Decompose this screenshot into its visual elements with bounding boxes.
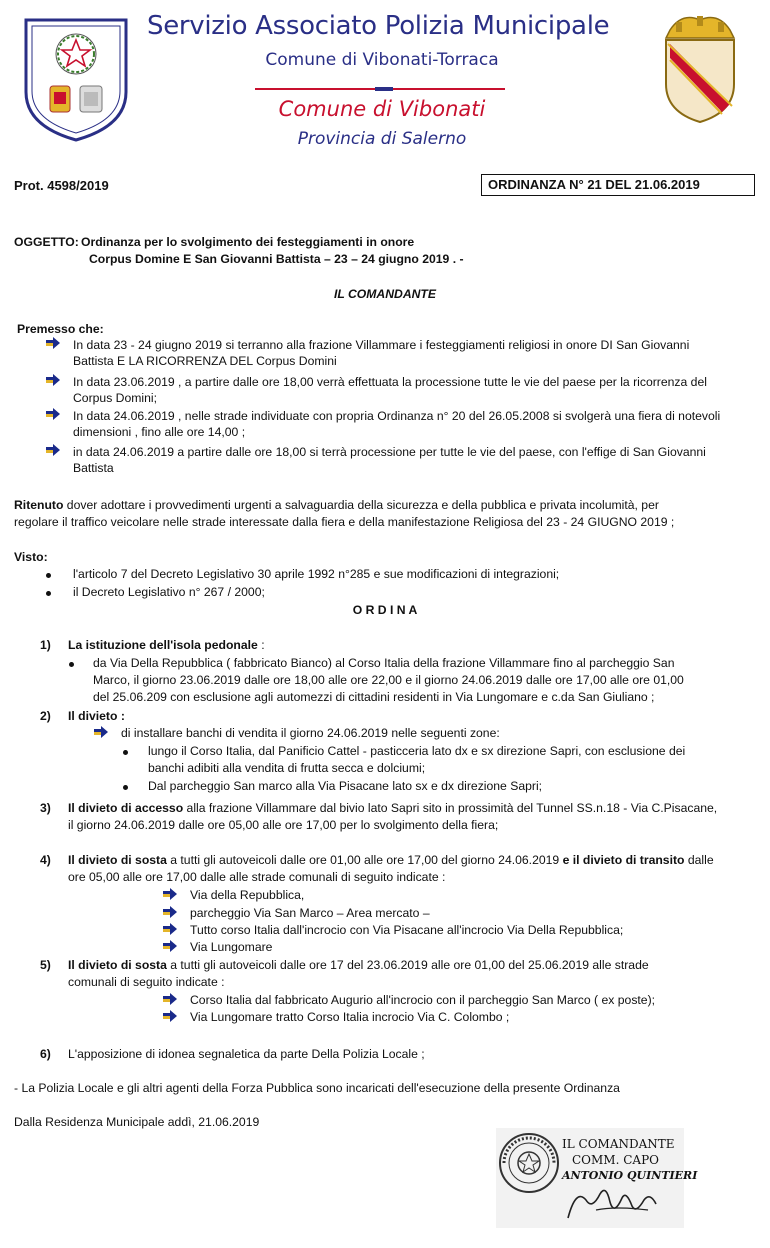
point-4-mid: a tutti gli autoveicoli dalle ore 01,00 alle ore 17,00 del giorno 24.06.2019 xyxy=(166,853,563,867)
point-1-number: 1) xyxy=(40,638,51,652)
ritenuto-label: Ritenuto xyxy=(14,498,64,512)
arrow-bullet-icon xyxy=(46,408,60,425)
oggetto-line2: Corpus Domine E San Giovanni Battista – 23 – 24 giugno 2019 . - xyxy=(89,252,464,266)
arrow-bullet-icon xyxy=(46,337,60,354)
premesso-item-3-line1: In data 24.06.2019 , nelle strade individuate con propria Ordinanza n° 20 del 26.05.2008 si svolgerà una fiera di notevoli xyxy=(73,409,721,423)
arrow-bullet-icon xyxy=(163,888,177,905)
point-3-title: Il divieto di accesso xyxy=(68,801,184,815)
header-rule-blue xyxy=(375,87,393,91)
ritenuto-line2: regolare il traffico veicolare nelle strade interessate dalla fiera e della manifestazione Religiosa del 23 - 24 GIUGNO 2019 ; xyxy=(14,515,675,529)
closing-text: - La Polizia Locale e gli altri agenti della Forza Pubblica sono incaricati dell'esecuzione della presente Ordinanza xyxy=(14,1081,620,1095)
point-1-line1: da Via Della Repubblica ( fabbricato Bianco) al Corso Italia della frazione Villammare fino al parcheggio San xyxy=(93,656,675,670)
header-subtitle: Comune di Vibonati-Torraca xyxy=(265,50,499,70)
premesso-item-1-line2: Battista E LA RICORRENZA DEL Corpus Domini xyxy=(73,354,337,368)
point-6-text: L'apposizione di idonea segnaletica da parte Della Polizia Locale ; xyxy=(68,1047,425,1061)
point-5-line2: comunali di seguito indicate : xyxy=(68,975,225,989)
bullet-dot-icon xyxy=(69,662,74,667)
point-2-zone-1b: banchi adibiti alla vendita di frutta secca e dolciumi; xyxy=(148,761,426,775)
point-4-street-3: Tutto corso Italia dall'incrocio con Via Pisacane all'incrocio Via Della Repubblica; xyxy=(190,923,624,937)
bullet-dot-icon xyxy=(46,573,51,578)
point-4-number: 4) xyxy=(40,853,51,867)
signature-rank: COMM. CAPO xyxy=(572,1153,659,1167)
header-comune: Comune di Vibonati xyxy=(278,97,486,121)
point-2-title: Il divieto : xyxy=(68,709,125,723)
left-badge-logo xyxy=(20,14,132,144)
point-4-title: Il divieto di sosta xyxy=(68,853,167,867)
bullet-dot-icon xyxy=(46,591,51,596)
arrow-bullet-icon xyxy=(163,993,177,1010)
arrow-bullet-icon xyxy=(94,726,108,743)
premesso-item-2-line1: In data 23.06.2019 , a partire dalle ore 18,00 verrà effettuata la processione tutte le vie del paese per la ricorrenza del xyxy=(73,375,707,389)
point-6-number: 6) xyxy=(40,1047,51,1061)
ritenuto-line1 xyxy=(14,497,659,514)
ritenuto-text-1: dover adottare i provvedimenti urgenti a salvaguardia della sicurezza e della pubblica e privata incolumità, per xyxy=(63,498,659,512)
arrow-bullet-icon xyxy=(46,444,60,461)
point-2-zone-2: Dal parcheggio San marco alla Via Pisacane lato sx e dx direzione Sapri; xyxy=(148,779,543,793)
point-2-zone-1a: lungo il Corso Italia, dal Panificio Cattel - pasticceria lato dx e sx direzione Sapri, con esclusione dei xyxy=(148,744,686,758)
comandante-heading: IL COMANDANTE xyxy=(333,287,436,301)
handwritten-signature xyxy=(556,1180,676,1224)
signature-stamp xyxy=(496,1128,698,1228)
premesso-item-2-line2: Corpus Domini; xyxy=(73,391,157,405)
point-4-line1 xyxy=(68,852,714,869)
point-1-title-line xyxy=(68,637,265,654)
arrow-bullet-icon xyxy=(163,940,177,957)
point-5-number: 5) xyxy=(40,958,51,972)
arrow-bullet-icon xyxy=(46,374,60,391)
point-2-sub: di installare banchi di vendita il giorno 24.06.2019 nelle seguenti zone: xyxy=(121,726,500,740)
point-4-line2: ore 05,00 alle ore 17,00 dalle alle strade comunali di seguito indicate : xyxy=(68,870,446,884)
premesso-item-1-line1: In data 23 - 24 giugno 2019 si terranno alla frazione Villammare i festeggiamenti religiosi in onore DI San Giovanni xyxy=(73,338,690,352)
point-5-street-1: Corso Italia dal fabbricato Augurio all'incrocio con il parcheggio San Marco ( ex poste); xyxy=(190,993,656,1007)
point-4-street-1: Via della Repubblica, xyxy=(190,888,305,902)
police-seal-icon xyxy=(498,1132,560,1194)
premesso-item-4-line2: Battista xyxy=(73,461,114,475)
bullet-dot-icon xyxy=(123,785,128,790)
header-provincia: Provincia di Salerno xyxy=(297,129,467,149)
arrow-bullet-icon xyxy=(163,1010,177,1027)
comune-crest-logo xyxy=(652,8,748,126)
point-5-text-1: a tutti gli autoveicoli dalle ore 17 del 23.06.2019 alle ore 01,00 del 25.06.2019 alle strade xyxy=(166,958,649,972)
point-4-street-4: Via Lungomare xyxy=(190,940,273,954)
point-1-title: La istituzione dell'isola pedonale xyxy=(68,638,258,652)
oggetto-label: OGGETTO: xyxy=(14,235,79,249)
point-4-end: dalle xyxy=(684,853,714,867)
visto-label: Visto: xyxy=(14,550,48,564)
signature-name: ANTONIO QUINTIERI xyxy=(562,1169,698,1182)
point-5-line1 xyxy=(68,957,649,974)
point-3-line2: il giorno 24.06.2019 dalle ore 05,00 alle ore 17,00 per lo svolgimento della fiera; xyxy=(68,818,499,832)
arrow-bullet-icon xyxy=(163,923,177,940)
point-1-line3: del 25.06.209 con esclusione agli automezzi di cittadini residenti in Via Lungomare e c.da San Giuliano ; xyxy=(93,690,655,704)
point-1-line2: Marco, il giorno 23.06.2019 dalle ore 18,00 alle ore 22,00 e il giorno 24.06.2019 dalle ore 17,00 alle ore 01,00 xyxy=(93,673,684,687)
point-3-text-1: alla frazione Villammare dal bivio lato Sapri sito in prossimità del Tunnel SS.n.18 - Via C.Pisacane, xyxy=(183,801,718,815)
oggetto-line1: Ordinanza per lo svolgimento dei festeggiamenti in onore xyxy=(81,235,415,249)
visto-item-2: il Decreto Legislativo n° 267 / 2000; xyxy=(73,585,265,599)
point-3-line1 xyxy=(68,800,717,817)
arrow-bullet-icon xyxy=(163,906,177,923)
point-1-colon: : xyxy=(257,638,265,652)
signature-title: IL COMANDANTE xyxy=(562,1137,675,1151)
ordinanza-box: ORDINANZA N° 21 DEL 21.06.2019 xyxy=(481,174,755,196)
protocol-number: Prot. 4598/2019 xyxy=(14,178,109,193)
visto-item-1: l'articolo 7 del Decreto Legislativo 30 aprile 1992 n°285 e sue modificazioni di integrazioni; xyxy=(73,567,560,581)
point-3-number: 3) xyxy=(40,801,51,815)
point-4-street-2: parcheggio Via San Marco – Area mercato – xyxy=(190,906,430,920)
point-4-title-2: e il divieto di transito xyxy=(562,853,685,867)
point-5-street-2: Via Lungomare tratto Corso Italia incrocio Via C. Colombo ; xyxy=(190,1010,510,1024)
residenza-date: Dalla Residenza Municipale addì, 21.06.2019 xyxy=(14,1115,260,1129)
premesso-label: Premesso che: xyxy=(17,322,104,336)
premesso-item-3-line2: dimensioni , fino alle ore 14,00 ; xyxy=(73,425,246,439)
bullet-dot-icon xyxy=(123,750,128,755)
premesso-item-4-line1: in data 24.06.2019 a partire dalle ore 18,00 si terrà processione per tutte le vie del paese, con l'effige di San Giovanni xyxy=(73,445,706,459)
point-2-number: 2) xyxy=(40,709,51,723)
point-5-title: Il divieto di sosta xyxy=(68,958,167,972)
ordina-heading: O R D I N A xyxy=(352,603,418,617)
header-title: Servizio Associato Polizia Municipale xyxy=(147,11,610,41)
